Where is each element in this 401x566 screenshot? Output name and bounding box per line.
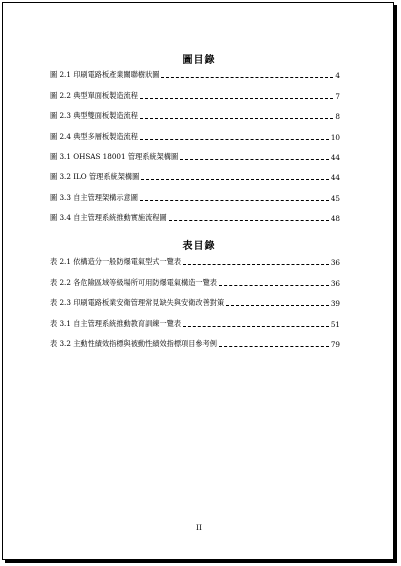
dot-leader xyxy=(169,220,329,221)
figure-list xyxy=(50,60,340,223)
dot-leader xyxy=(140,200,329,201)
toc-entry-label: 圖 3.3 自主管理架構示意圖 xyxy=(50,192,138,202)
toc-entry-page: 79 xyxy=(330,339,340,349)
toc-entry-table-3-2[interactable] xyxy=(50,329,340,349)
table-list-title: 表目錄 xyxy=(182,241,216,252)
toc-entry-figure-3-1[interactable] xyxy=(50,142,340,162)
toc-entry-page: 4 xyxy=(335,71,340,81)
toc-entry-label: 圖 3.2 ILO 管理系統架構圖 xyxy=(50,172,140,182)
toc-entry-page: 44 xyxy=(330,173,340,183)
toc-entry-table-2-3[interactable] xyxy=(50,288,340,308)
toc-entry-label: 圖 3.1 OHSAS 18001 管理系統架構圖 xyxy=(50,151,179,161)
figure-list-title: 圖目錄 xyxy=(182,55,216,66)
dot-leader xyxy=(183,326,329,327)
toc-entry-page: 36 xyxy=(330,258,340,268)
dot-leader xyxy=(180,159,329,160)
dot-leader xyxy=(140,118,334,119)
dot-leader xyxy=(140,98,334,99)
table-list xyxy=(50,247,340,349)
toc-entry-label: 表 3.1 自主管理系統推動教育訓練一覽表 xyxy=(50,318,182,328)
dot-leader xyxy=(219,285,329,286)
toc-entry-page: 7 xyxy=(335,91,340,101)
toc-entry-page: 51 xyxy=(330,319,340,329)
toc-entry-figure-3-4[interactable] xyxy=(50,203,340,223)
toc-entry-table-2-2[interactable] xyxy=(50,267,340,287)
toc-entry-page: 48 xyxy=(330,214,340,224)
toc-entry-table-3-1[interactable] xyxy=(50,308,340,328)
dot-leader xyxy=(161,77,333,78)
toc-entry-label: 圖 3.4 自主管理系統推動實施流程圖 xyxy=(50,213,167,223)
toc-entry-figure-3-2[interactable] xyxy=(50,162,340,182)
toc-entry-label: 表 2.1 依構造分一般防爆電氣型式一覽表 xyxy=(50,257,182,267)
dot-leader xyxy=(141,179,329,180)
toc-entry-figure-2-3[interactable] xyxy=(50,101,340,121)
dot-leader xyxy=(226,305,329,306)
toc-entry-label: 表 2.2 各危險區域等級場所可用防爆電氣構造一覽表 xyxy=(50,277,217,287)
toc-entry-label: 表 2.3 印刷電路板業安衛管理常見缺失與安衛改善對策 xyxy=(50,298,225,308)
toc-entry-page: 36 xyxy=(330,278,340,288)
toc-entry-table-2-1[interactable] xyxy=(50,247,340,267)
toc-entry-page: 44 xyxy=(330,152,340,162)
toc-entry-page: 8 xyxy=(335,112,340,122)
page-number: II xyxy=(196,523,202,532)
toc-entry-figure-2-4[interactable] xyxy=(50,121,340,141)
toc-entry-page: 39 xyxy=(330,299,340,309)
toc-entry-label: 表 3.2 主動性績效指標與被動性績效指標項目參考例 xyxy=(50,338,217,348)
dot-leader xyxy=(219,346,329,347)
toc-entry-page: 10 xyxy=(330,132,340,142)
document-page xyxy=(2,2,394,560)
dot-leader xyxy=(183,264,329,265)
toc-entry-label: 圖 2.4 典型多層板製造流程 xyxy=(50,131,138,141)
toc-entry-label: 圖 2.3 典型雙面板製造流程 xyxy=(50,111,138,121)
toc-entry-label: 圖 2.2 典型單面板製造流程 xyxy=(50,90,138,100)
toc-entry-label: 圖 2.1 印刷電路板產業關聯樹狀圖 xyxy=(50,70,160,80)
dot-leader xyxy=(140,139,329,140)
toc-entry-page: 45 xyxy=(330,193,340,203)
toc-entry-figure-2-2[interactable] xyxy=(50,80,340,100)
toc-entry-figure-3-3[interactable] xyxy=(50,182,340,202)
toc-entry-figure-2-1[interactable] xyxy=(50,60,340,80)
